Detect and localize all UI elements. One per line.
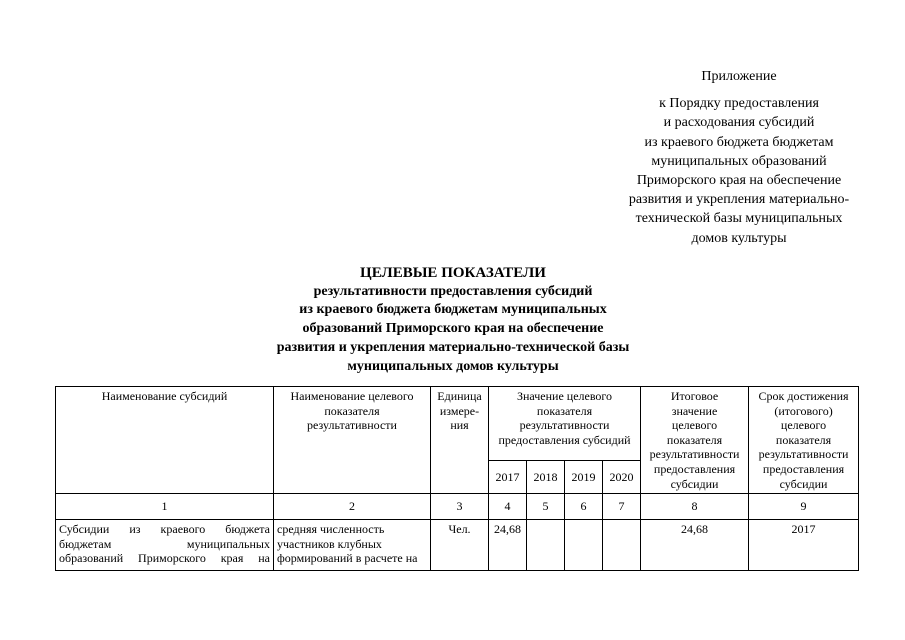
header-final-value: Итоговое значение целевого показателя результативности предоставления субсидии <box>641 387 749 494</box>
title-line: муниципальных домов культуры <box>347 358 559 374</box>
cell-value-2018 <box>527 520 565 571</box>
column-number: 5 <box>527 494 565 520</box>
cell-indicator-name: средняя численность участников клубных формирований в расчете на <box>274 520 431 571</box>
appendix-line: муниципальных образований <box>651 153 827 169</box>
cell-subsidy-name: Субсидии из краевого бюджета бюджетам муниципальных образований Приморского края на <box>56 520 274 571</box>
header-value: Значение целевого показателя результативности предоставления субсидий <box>489 387 641 461</box>
cell-value-2019 <box>565 520 603 571</box>
header-subsidy-name: Наименование субсидий <box>56 387 274 494</box>
appendix-line: развития и укрепления материально- <box>628 192 850 208</box>
column-number: 1 <box>56 494 274 520</box>
appendix-heading: Приложение <box>701 69 777 84</box>
title-line: из краевого бюджета бюджетам муниципальных <box>299 302 607 318</box>
header-deadline: Срок достижения (итогового) целевого показателя результативности предоставления субсидии <box>749 387 859 494</box>
appendix-line: домов культуры <box>691 230 787 246</box>
column-number: 4 <box>489 494 527 520</box>
appendix-block <box>600 67 878 248</box>
header-unit: Единица измере- ния <box>431 387 489 494</box>
appendix-line: Приморского края на обеспечение <box>636 173 842 189</box>
year-cell: 2017 <box>489 461 527 494</box>
year-cell: 2020 <box>603 461 641 494</box>
indicators-table <box>55 386 859 571</box>
cell-unit: Чел. <box>431 520 489 571</box>
appendix-line: к Порядку предоставления <box>659 96 819 112</box>
header-indicator-name: Наименование целевого показателя результативности <box>274 387 431 494</box>
column-number: 2 <box>274 494 431 520</box>
year-cell: 2019 <box>565 461 603 494</box>
appendix-line: из краевого бюджета бюджетам <box>644 134 834 150</box>
document-title <box>160 264 746 376</box>
column-number: 8 <box>641 494 749 520</box>
title-main: ЦЕЛЕВЫЕ ПОКАЗАТЕЛИ <box>360 265 546 281</box>
cell-value-2017: 24,68 <box>489 520 527 571</box>
column-numbers-row <box>56 494 859 520</box>
column-number: 3 <box>431 494 489 520</box>
header-row <box>56 387 859 461</box>
appendix-line: технической базы муниципальных <box>635 211 843 227</box>
title-line: образований Приморского края на обеспечение <box>302 321 604 337</box>
year-cell: 2018 <box>527 461 565 494</box>
cell-value-2020 <box>603 520 641 571</box>
cell-deadline: 2017 <box>749 520 859 571</box>
table-row <box>56 520 859 571</box>
title-line: развития и укрепления материально-технической базы <box>276 339 630 355</box>
column-number: 7 <box>603 494 641 520</box>
appendix-line: и расходования субсидий <box>663 115 815 131</box>
cell-final-value: 24,68 <box>641 520 749 571</box>
column-number: 9 <box>749 494 859 520</box>
column-number: 6 <box>565 494 603 520</box>
title-line: результативности предоставления субсидий <box>313 283 593 299</box>
